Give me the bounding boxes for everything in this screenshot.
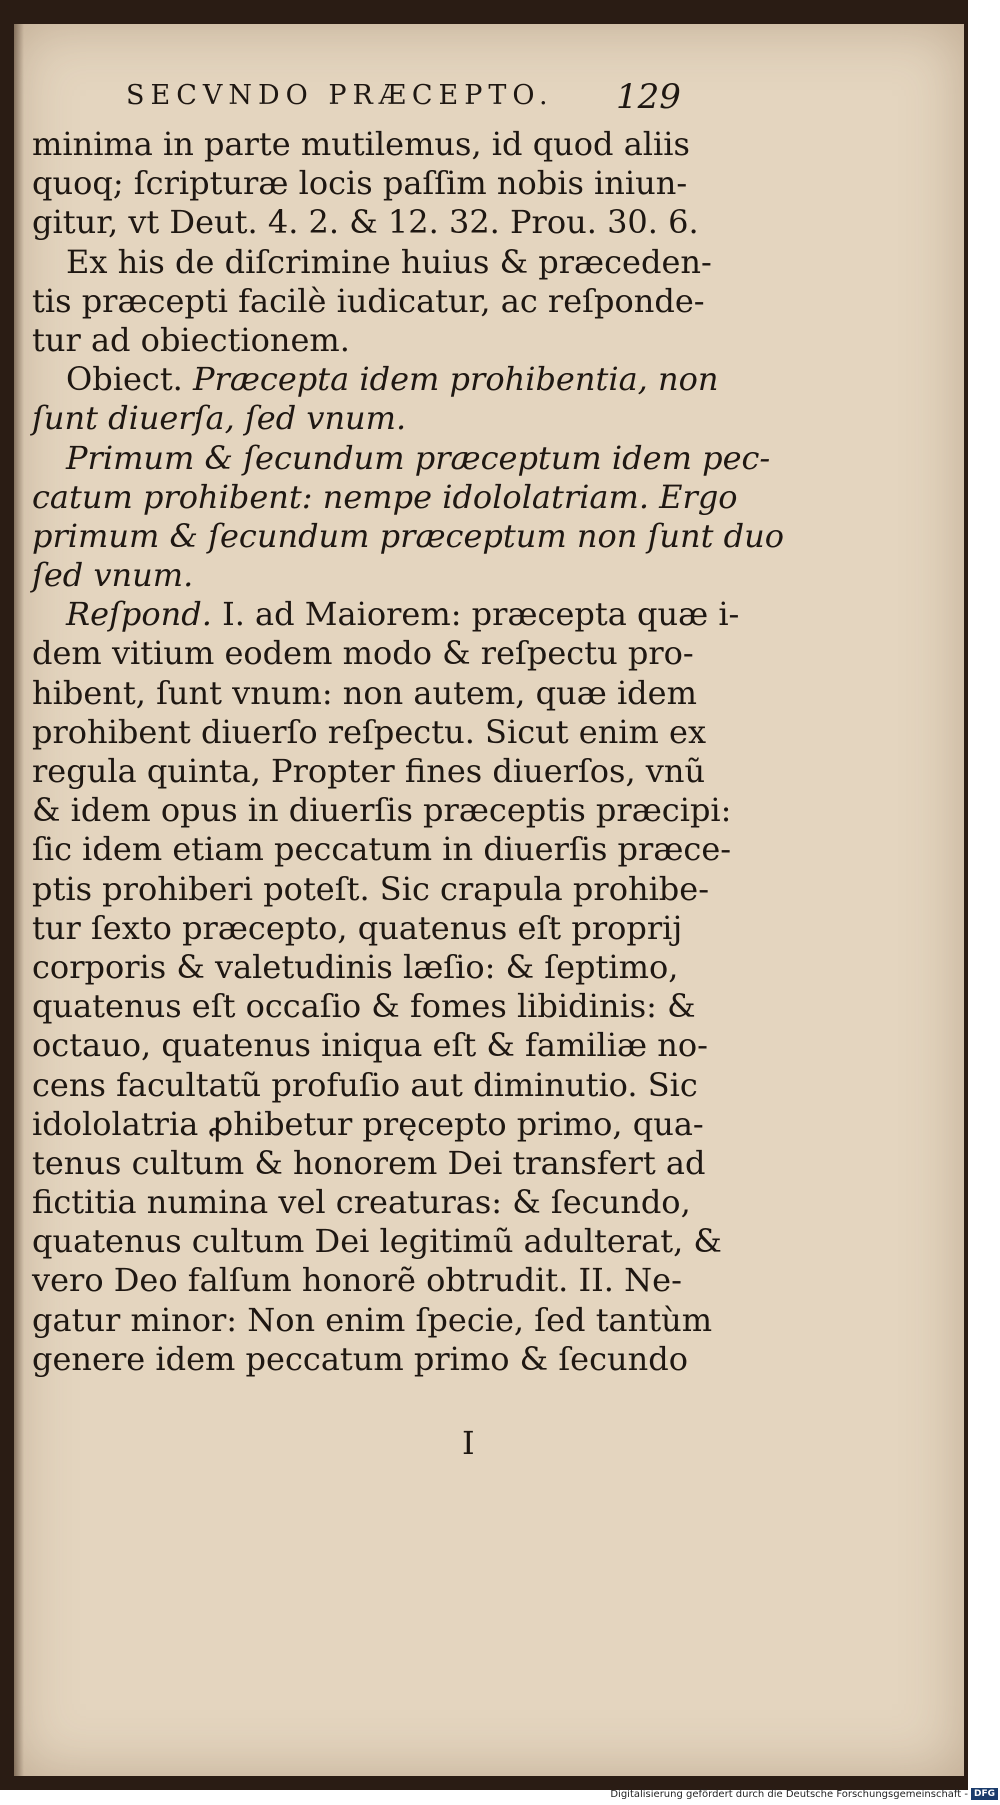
text-line: corporis & valetudinis læſio: & ſeptimo, — [32, 947, 679, 986]
text-line: Ex his de diſcrimine huius & præceden- — [66, 242, 712, 281]
page-text — [32, 125, 784, 1379]
text-line — [32, 399, 672, 438]
text-line: gitur, vt Deut. 4. 2. & 12. 32. Prou. 30. 6. — [32, 203, 699, 242]
text-line: hibent, ſunt vnum: non autem, quæ idem — [32, 673, 697, 712]
text-line — [32, 360, 719, 399]
running-title: SECVNDO PRÆCEPTO. — [126, 80, 554, 111]
text-line — [32, 595, 740, 634]
text-segment: ſed vnum. — [32, 556, 194, 595]
text-line: regula quinta, Propter fines diuerſos, vnũ — [32, 752, 706, 790]
text-segment: Reſpond. — [66, 595, 212, 634]
text-line: ptis prohiberi poteſt. Sic crapula prohibe- — [32, 869, 710, 908]
text-line: tis præcepti facilè iudicatur, ac reſponde- — [32, 281, 705, 320]
text-line: tur ad obiectionem. — [32, 320, 350, 359]
text-line: fictitia numina vel creaturas: & ſecundo, — [32, 1183, 691, 1222]
text-segment: I. ad Maiorem: præcepta quæ i- — [211, 595, 740, 634]
text-segment: Præcepta idem prohibentia, non — [193, 360, 719, 399]
text-line — [32, 438, 771, 478]
text-segment: ſunt diuerſa, ſed vnum. — [32, 399, 407, 438]
text-line: gatur minor: Non enim ſpecie, ſed tantùm — [32, 1300, 713, 1339]
text-line — [32, 477, 738, 517]
text-line: minima in parte mutilemus, id quod aliis — [32, 125, 690, 163]
text-line: quatenus eſt occaſio & fomes libidinis: & — [32, 987, 696, 1026]
text-segment: primum & ſecundum præceptum non ſunt duo — [32, 516, 784, 555]
dfg-logo: DFG — [971, 1788, 998, 1800]
text-line: tur ſexto præcepto, quatenus eſt proprij — [32, 908, 683, 947]
text-segment: Primum & ſecundum præceptum idem pec- — [66, 438, 771, 477]
text-segment: Obiect. — [66, 360, 194, 399]
text-line: vero Deo falſum honorẽ obtrudit. II. Ne- — [32, 1261, 682, 1300]
text-line: dem vitium eodem modo & reſpectu pro- — [32, 634, 694, 673]
text-line — [32, 516, 784, 556]
page-number: 129 — [616, 77, 681, 117]
footer-note: Digitalisierung gefördert durch die Deutsche Forschungsgemeinschaft - — [610, 1789, 968, 1800]
text-line: cens facultatũ profuſio aut diminutio. Sic — [32, 1065, 698, 1104]
text-segment: catum prohibent: nempe idololatriam. Ergo — [32, 477, 738, 516]
text-line: tenus cultum & honorem Dei transfert ad — [32, 1143, 706, 1182]
catchword: I — [462, 1424, 475, 1462]
text-line: ſic idem etiam peccatum in diuerſis præce- — [32, 830, 732, 869]
text-line: genere idem peccatum primo & ſecundo — [32, 1339, 688, 1378]
text-line: prohibent diuerſo reſpectu. Sicut enim ex — [32, 712, 707, 751]
text-line: idololatria ꝓhibetur pręcepto primo, qua- — [32, 1104, 704, 1143]
text-line — [32, 556, 672, 595]
digitization-footer — [598, 1788, 998, 1804]
text-line: quatenus cultum Dei legitimũ adulterat, & — [32, 1222, 722, 1261]
text-line: octauo, quatenus iniqua eſt & familiæ no- — [32, 1026, 708, 1065]
text-line: quoq; ſcripturæ locis paſſim nobis iniun- — [32, 164, 688, 203]
text-line: & idem opus in diuerſis præceptis præcipi: — [32, 791, 732, 830]
